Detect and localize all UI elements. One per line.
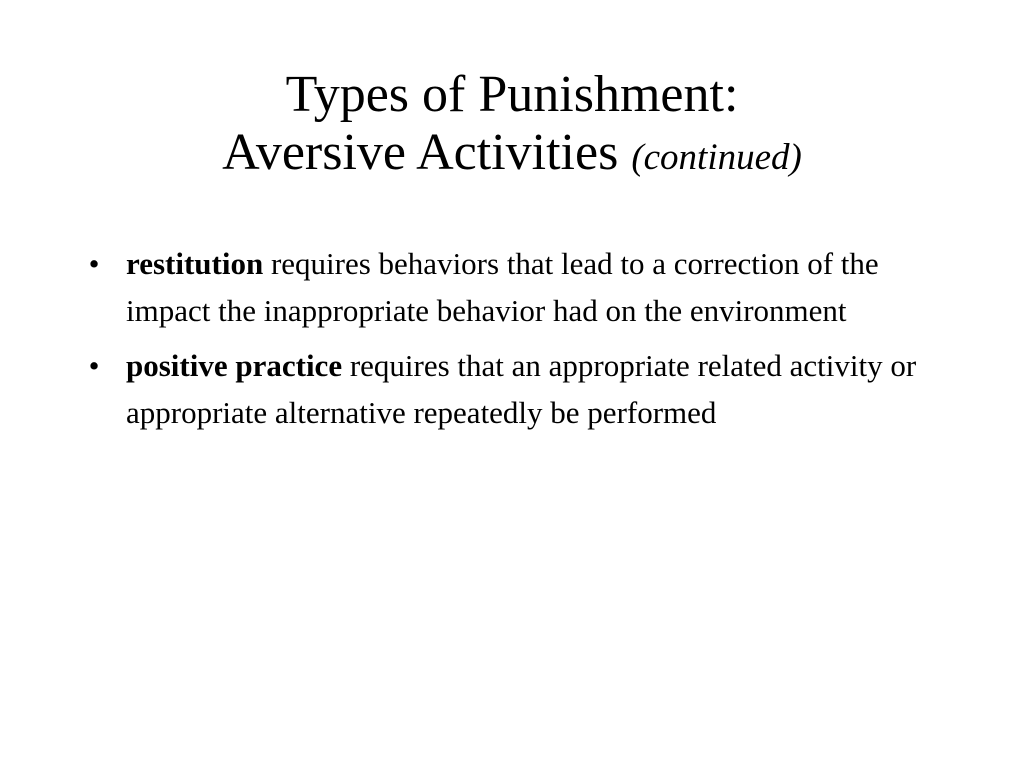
bullet-term: positive practice [126, 348, 343, 383]
slide-title [0, 66, 1024, 187]
bullet-list [82, 240, 962, 444]
title-line-2 [0, 124, 1024, 187]
title-qualifier: (continued) [631, 137, 802, 178]
bullet-item-positive-practice [82, 342, 962, 436]
bullet-term: restitution [126, 246, 264, 281]
bullet-text: requires that an appropriate related activity or appropriate alternative repeatedly be performed [126, 348, 917, 430]
bullet-item-restitution [82, 240, 962, 334]
bullet-text: requires behaviors that lead to a correction of the impact the inappropriate behavior had on the environment [126, 246, 879, 328]
bullet-icon: • [88, 348, 100, 383]
title-line-2-text: Aversive Activities [222, 124, 619, 181]
bullet-icon: • [88, 246, 100, 281]
title-line-1: Types of Punishment: [285, 66, 739, 123]
